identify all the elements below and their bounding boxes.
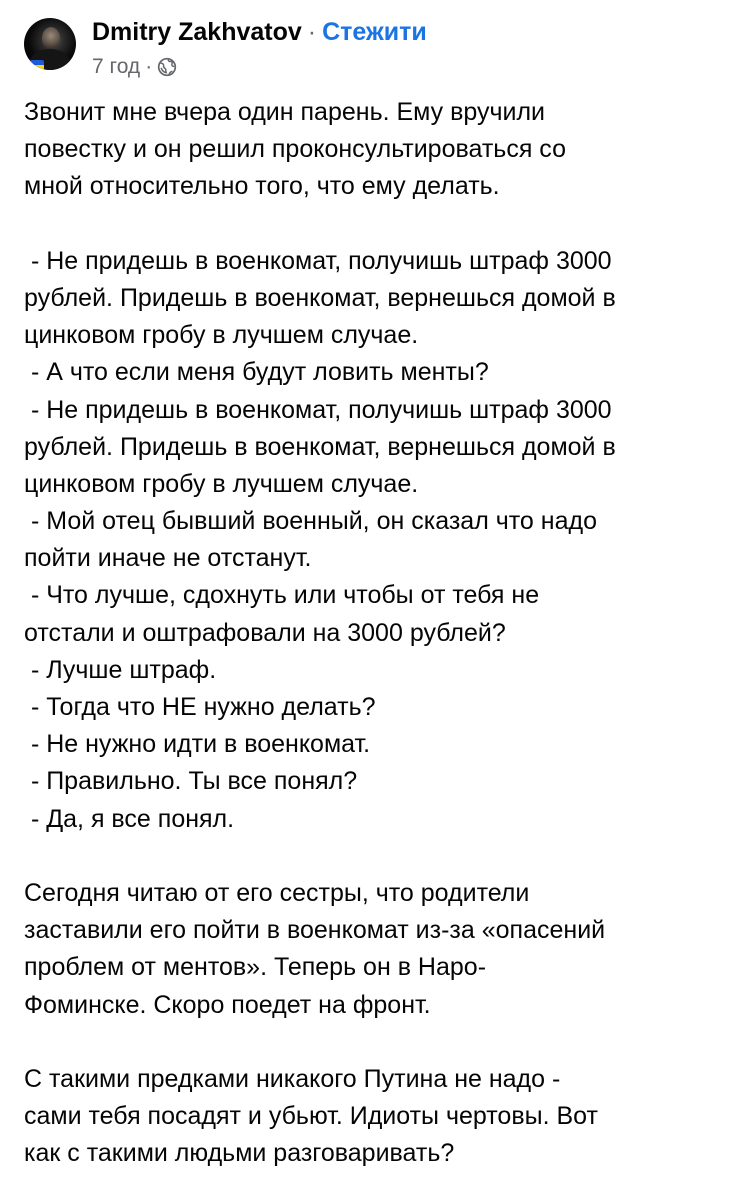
post-text-line: мной относительно того, что ему делать. [24,172,500,201]
post-text-line: - Не придешь в военкомат, получишь штраф 3000 [24,246,612,275]
post-text-line: проблем от ментов». Теперь он в Наро- [24,953,487,982]
post-text-line: сами тебя посадят и убьют. Идиоты чертовы. Вот [24,1102,598,1131]
post-text-line: - Правильно. Ты все понял? [24,767,358,796]
post-text-line: - А что если меня будут ловить менты? [24,358,489,387]
post-text-line: как с такими людьми разговаривать? [24,1139,455,1168]
avatar-face [42,27,60,49]
author-separator: · [307,18,317,46]
post-paragraph [24,875,724,1024]
post-text-line: цинковом гробу в лучшем случае. [24,321,419,350]
post-text-line: цинковом гробу в лучшем случае. [24,469,419,498]
post-header [24,12,724,82]
post-text-line: - Мой отец бывший военный, он сказал что надо [24,507,597,536]
paragraph-gap [24,1024,724,1061]
post-text-line: пойти иначе не отстанут. [24,544,312,573]
ukraine-flag-icon [30,60,44,70]
paragraph-gap [24,206,724,243]
follow-button[interactable]: Стежити [322,18,427,46]
meta-separator: · [145,55,153,78]
post-text-line: - Лучше штраф. [24,655,217,684]
author-line [92,16,427,48]
post-paragraph [24,1061,724,1173]
post-text-line: рублей. Придешь в военкомат, вернешься домой в [24,432,616,461]
post-paragraph [24,94,724,206]
post-text-line: - Что лучше, сдохнуть или чтобы от тебя не [24,581,540,610]
post-text-line: рублей. Придешь в военкомат, вернешься домой в [24,283,616,312]
post-paragraph [24,243,724,838]
post-meta [92,54,177,80]
paragraph-gap [24,838,724,875]
post-text-line: заставили его пойти в военкомат из-за «опасений [24,916,606,945]
post-text-line: - Да, я все понял. [24,804,235,833]
author-avatar[interactable] [24,18,76,70]
post-timestamp[interactable]: 7 год [92,55,141,78]
post-text-line: Фоминске. Скоро поедет на фронт. [24,990,431,1019]
post-text-line: - Не нужно идти в военкомат. [24,730,371,759]
post-text-line: - Тогда что НЕ нужно делать? [24,693,376,721]
globe-icon [157,57,177,77]
post-text-line: повестку и он решил проконсультироваться со [24,135,566,164]
post-text-line: С такими предками никакого Путина не надо - [24,1064,561,1093]
post-body [24,94,724,1172]
post-text-line: отстали и оштрафовали на 3000 рублей? [24,618,506,647]
post-text-line: Сегодня читаю от его сестры, что родители [24,878,530,907]
author-name[interactable]: Dmitry Zakhvatov [92,18,302,46]
post-text-line: - Не придешь в военкомат, получишь штраф 3000 [24,395,612,424]
post-text-line: Звонит мне вчера один парень. Ему вручили [24,98,546,126]
